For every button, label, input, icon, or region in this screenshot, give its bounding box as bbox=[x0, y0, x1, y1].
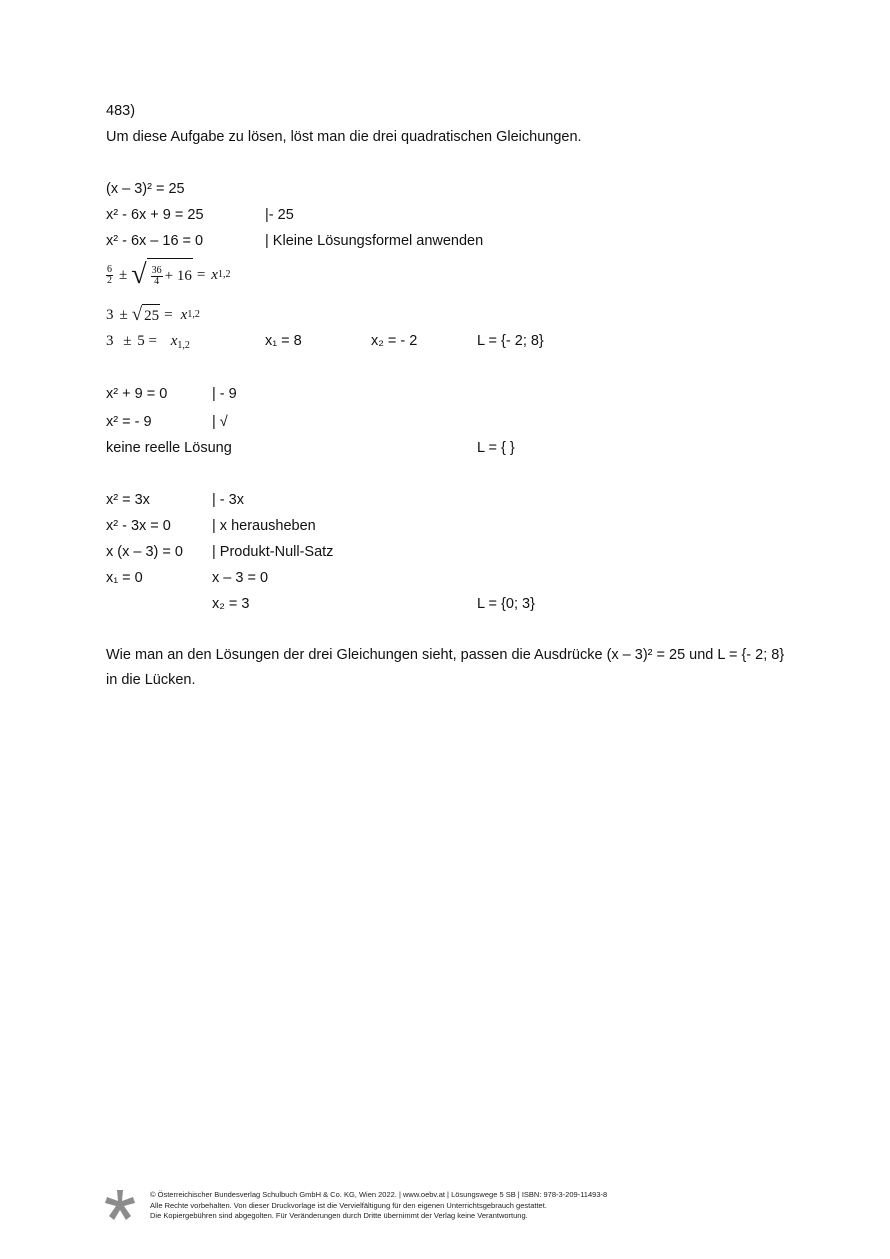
fraction-36-4 bbox=[151, 266, 163, 287]
equals-sign: = bbox=[164, 307, 173, 323]
copyright-footer bbox=[150, 1190, 607, 1222]
eq1-formula-line3 bbox=[106, 332, 190, 350]
equals-sign: = bbox=[196, 267, 206, 283]
eq1-formula-line2: 3 ± √ 25 = x 1,2 bbox=[106, 304, 200, 325]
eq2-line1-note: | - 9 bbox=[212, 386, 237, 402]
subscript-1-2: 1,2 bbox=[177, 340, 190, 351]
plus-minus-sign: ± bbox=[119, 307, 128, 323]
variable-x: x bbox=[211, 267, 218, 283]
radicand: 25 bbox=[142, 304, 160, 326]
conclusion-line2: in die Lücken. bbox=[106, 672, 196, 688]
eq1-line3: x² - 6x – 16 = 0 bbox=[106, 233, 204, 249]
eq1-solution-set: L = {- 2; 8} bbox=[477, 333, 544, 349]
eq3-line3-note: | Produkt-Null-Satz bbox=[212, 544, 334, 560]
eq3-solution-set: L = {0; 3} bbox=[477, 596, 535, 612]
eq3-line2: x² - 3x = 0 bbox=[106, 518, 171, 534]
number-three: 3 bbox=[106, 333, 114, 349]
eq2-line3: keine reelle Lösung bbox=[106, 440, 232, 456]
eq3-line4-note: x – 3 = 0 bbox=[212, 570, 269, 586]
task-intro: Um diese Aufgabe zu lösen, löst man die drei quadratischen Gleichungen. bbox=[106, 129, 582, 145]
footer-line3: Die Kopiergebühren sind abgegolten. Für Veränderungen durch Dritte übernimmt der Verlag keine Verantwortung. bbox=[150, 1211, 528, 1220]
radicand-rest: + 16 bbox=[164, 268, 192, 284]
eq2-line2-note: | √ bbox=[212, 414, 228, 430]
eq1-x2-result: x₂ = - 2 bbox=[371, 333, 418, 349]
eq1-formula-line1: $\frac{6}{2}$ ± √ $\frac{36}{4}$ + 16 = x 1,2 bbox=[107, 259, 231, 290]
variable-x: x bbox=[180, 307, 188, 323]
plus-minus-sign: ± bbox=[119, 267, 128, 283]
eq1-x1-result: x₁ = 8 bbox=[265, 333, 302, 349]
number-three: 3 bbox=[106, 307, 114, 323]
five-equals: 5 = bbox=[137, 333, 157, 349]
radical-sign: √ bbox=[131, 259, 147, 290]
eq3-line5-note: x₂ = 3 bbox=[212, 596, 250, 612]
eq2-line1: x² + 9 = 0 bbox=[106, 386, 168, 402]
eq1-line2: x² - 6x + 9 = 25 bbox=[106, 207, 204, 223]
radical-sign: √ bbox=[131, 304, 143, 325]
footer-line1: © Österreichischer Bundesverlag Schulbuch GmbH & Co. KG, Wien 2022. | www.oebv.at | Lösungswege 5 SB | ISBN: 978-3-209-11493-8 bbox=[150, 1190, 608, 1199]
variable-x: x bbox=[170, 333, 178, 349]
eq3-line2-note: | x herausheben bbox=[212, 518, 316, 534]
fraction-denominator: 2 bbox=[107, 274, 112, 286]
fraction-numerator: 36 bbox=[151, 264, 162, 276]
footer-line2: Alle Rechte vorbehalten. Von dieser Druckvorlage ist die Vervielfältigung für den eigenen Unterrichtsgebrauch gestattet. bbox=[150, 1200, 547, 1210]
eq3-line4: x₁ = 0 bbox=[106, 570, 143, 586]
eq3-line3: x (x – 3) = 0 bbox=[106, 544, 183, 560]
eq1-line3-note: | Kleine Lösungsformel anwenden bbox=[265, 233, 484, 249]
publisher-logo-icon bbox=[104, 1189, 136, 1221]
eq2-line2: x² = - 9 bbox=[106, 414, 152, 430]
fraction-6-2 bbox=[106, 265, 113, 286]
plus-minus-sign: ± bbox=[123, 333, 132, 349]
square-root bbox=[131, 258, 193, 292]
radicand bbox=[147, 258, 193, 292]
eq1-line1: (x – 3)² = 25 bbox=[106, 181, 185, 197]
eq2-solution-set: L = { } bbox=[477, 440, 515, 456]
eq3-line1-note: | - 3x bbox=[212, 492, 244, 508]
conclusion-line1: Wie man an den Lösungen der drei Gleichungen sieht, passen die Ausdrücke (x – 3)² = 25 und L = {- 2; 8} bbox=[106, 647, 785, 663]
square-root bbox=[132, 304, 160, 326]
task-number: 483) bbox=[106, 103, 136, 119]
fraction-denominator: 4 bbox=[154, 275, 160, 287]
fraction-numerator: 6 bbox=[107, 263, 112, 275]
eq1-line2-note: |- 25 bbox=[265, 207, 294, 223]
eq3-line1: x² = 3x bbox=[106, 492, 150, 508]
